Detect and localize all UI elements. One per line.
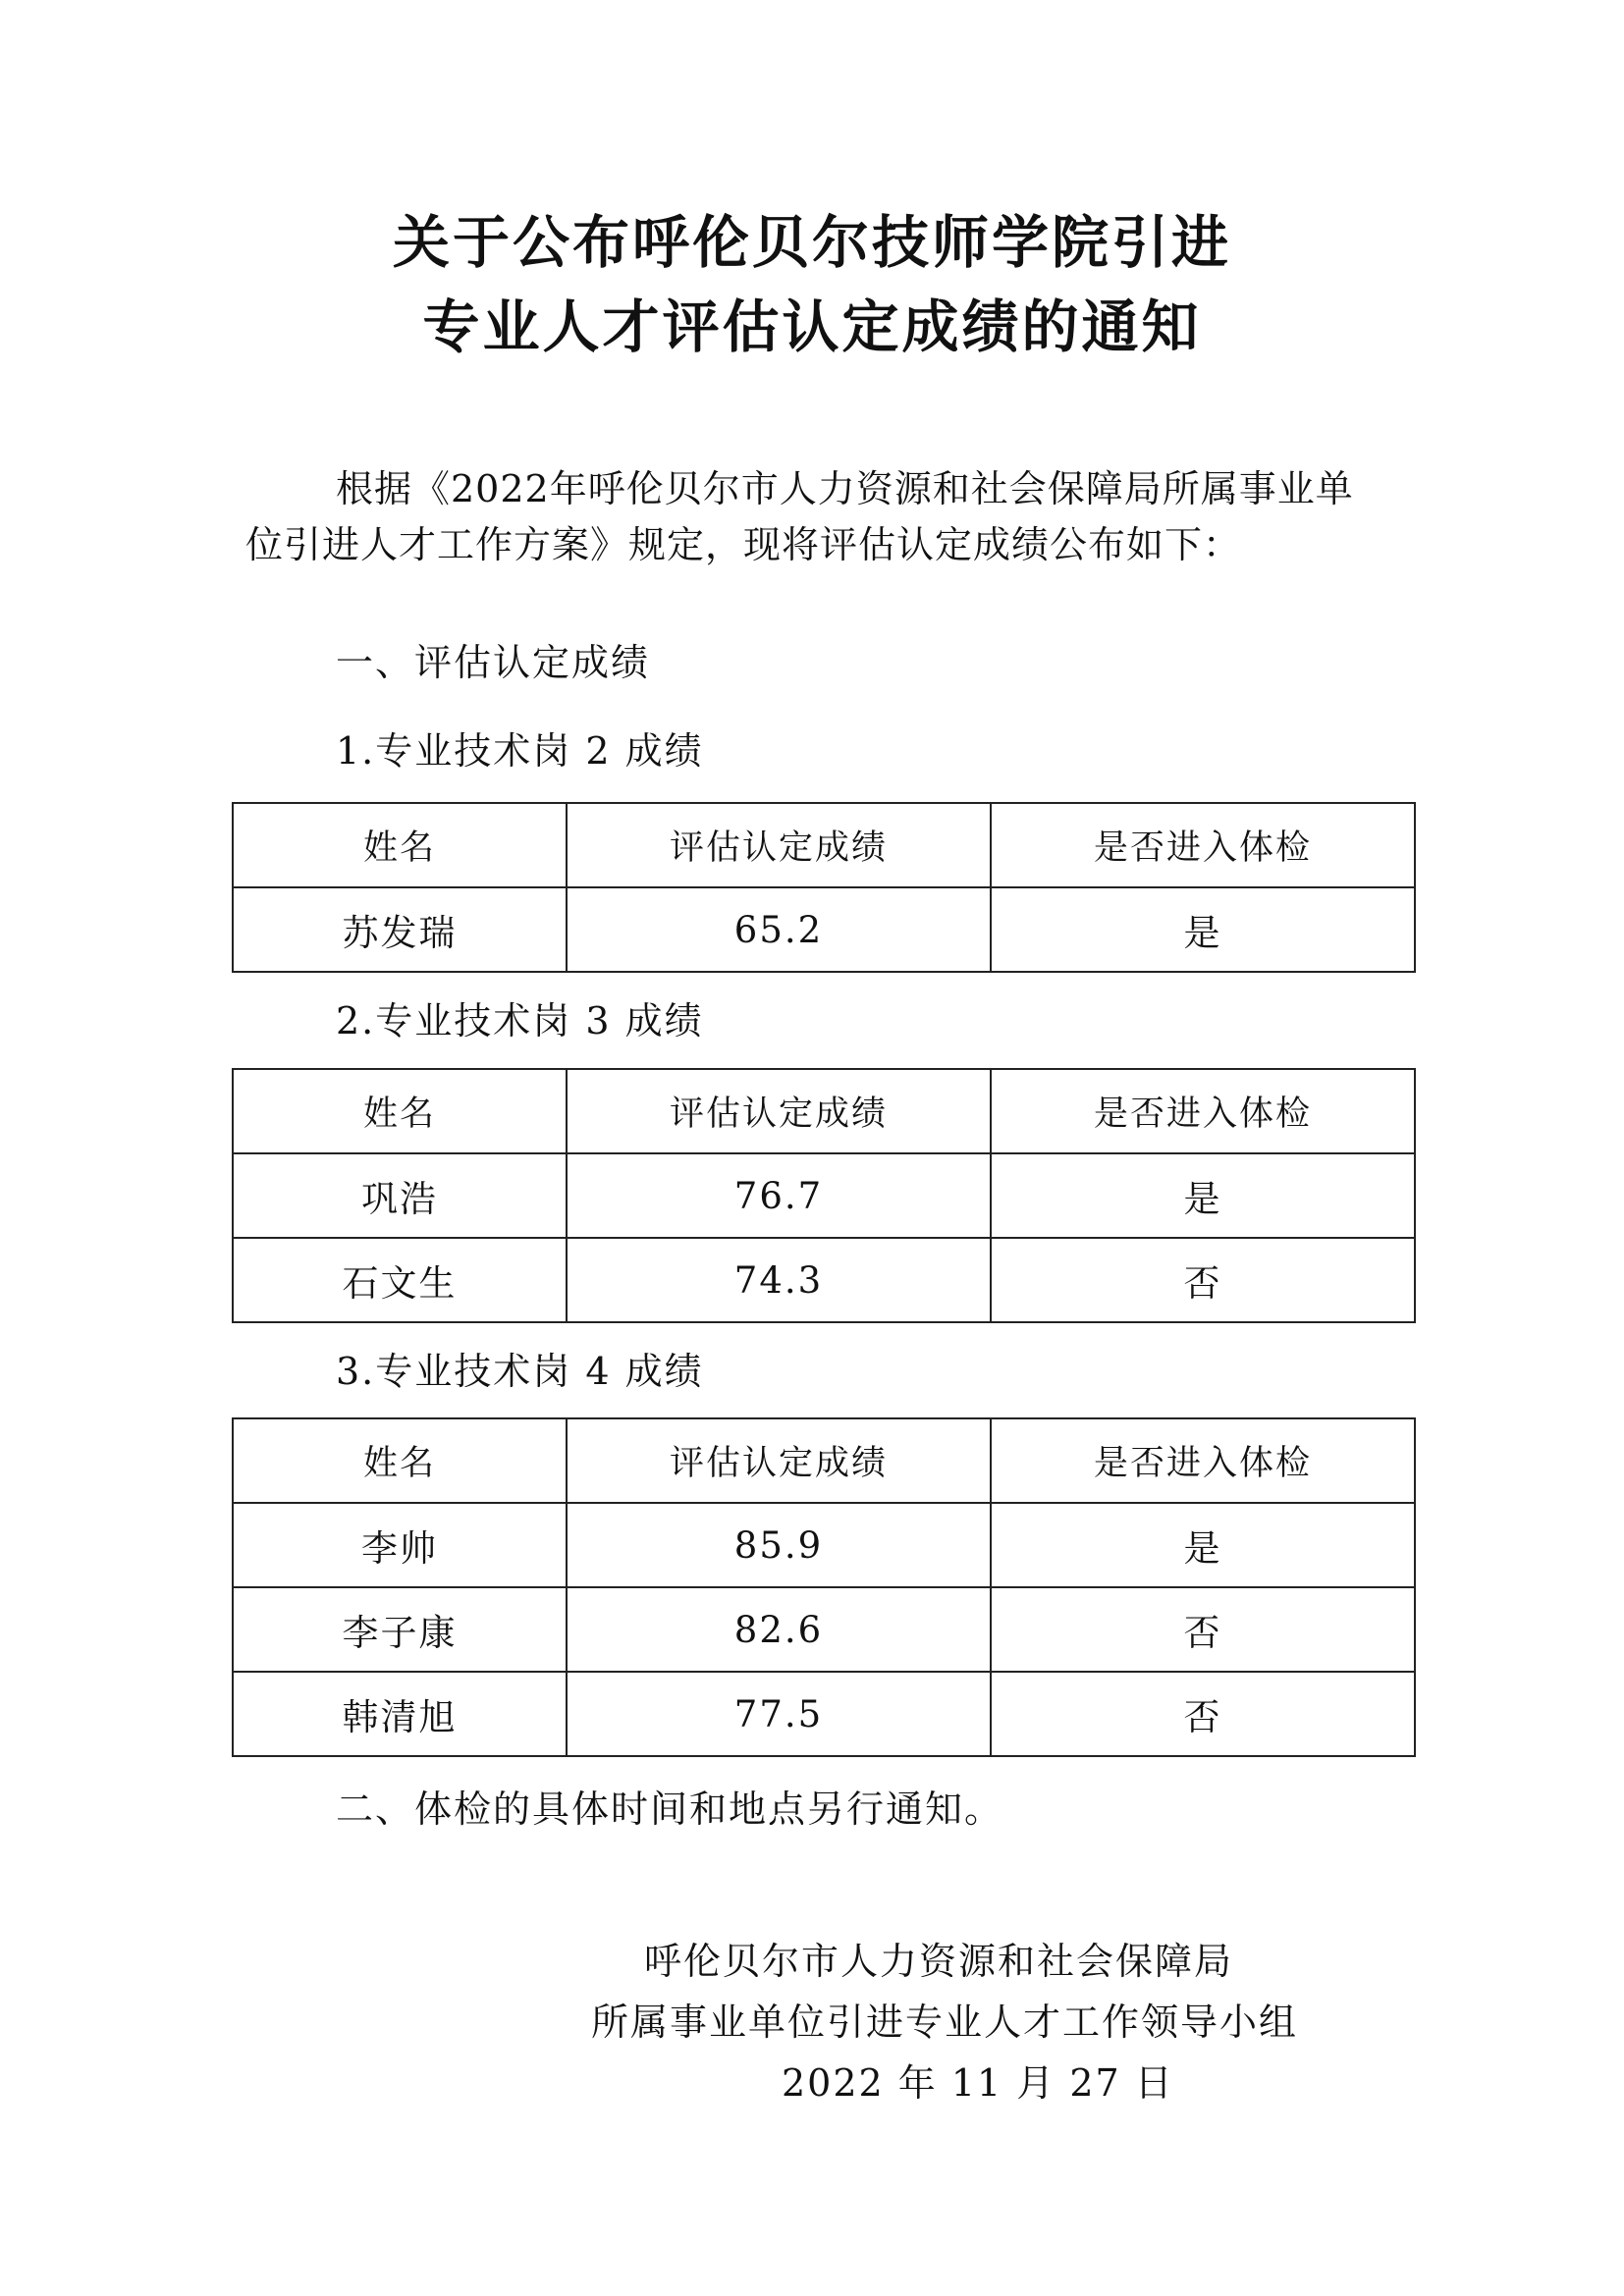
signature-date: 2022 年 11 月 27 日: [782, 2061, 1174, 2105]
signature-org-line2: 所属事业单位引进专业人才工作领导小组: [591, 2001, 1299, 2044]
cell-exam: 是: [991, 1503, 1415, 1587]
group-2-heading: 2.专业技术岗 3 成绩: [336, 999, 704, 1042]
cell-score: 65.2: [567, 887, 991, 972]
cell-score: 82.6: [567, 1587, 991, 1672]
cell-name: 李帅: [233, 1503, 567, 1587]
table-header-row: [233, 1418, 1415, 1503]
cell-name: 李子康: [233, 1587, 567, 1672]
header-score: 评估认定成绩: [567, 803, 991, 887]
table-row: [233, 1672, 1415, 1756]
header-exam: 是否进入体检: [991, 1069, 1415, 1153]
cell-name: 石文生: [233, 1238, 567, 1322]
cell-name: 苏发瑞: [233, 887, 567, 972]
cell-exam: 是: [991, 1153, 1415, 1238]
signature-org-line1: 呼伦贝尔市人力资源和社会保障局: [644, 1940, 1234, 1983]
cell-score: 76.7: [567, 1153, 991, 1238]
section-2-heading: 二、体检的具体时间和地点另行通知。: [336, 1788, 1004, 1831]
cell-exam: 否: [991, 1587, 1415, 1672]
cell-exam: 否: [991, 1672, 1415, 1756]
section-1-heading: 一、评估认定成绩: [336, 641, 651, 684]
cell-name: 巩浩: [233, 1153, 567, 1238]
score-table-2: [232, 1068, 1416, 1323]
header-name: 姓名: [233, 1418, 567, 1503]
group-1-heading: 1.专业技术岗 2 成绩: [336, 729, 704, 773]
header-score: 评估认定成绩: [567, 1069, 991, 1153]
intro-paragraph: 根据《2022年呼伦贝尔市人力资源和社会保障局所属事业单位引进人才工作方案》规定，现将评估认定成绩公布如下：: [245, 467, 1354, 566]
table-header-row: [233, 803, 1415, 887]
cell-score: 77.5: [567, 1672, 991, 1756]
header-exam: 是否进入体检: [991, 803, 1415, 887]
header-name: 姓名: [233, 803, 567, 887]
table-row: [233, 887, 1415, 972]
cell-score: 85.9: [567, 1503, 991, 1587]
table-row: [233, 1153, 1415, 1238]
table-row: [233, 1238, 1415, 1322]
cell-name: 韩清旭: [233, 1672, 567, 1756]
header-score: 评估认定成绩: [567, 1418, 991, 1503]
cell-exam: 否: [991, 1238, 1415, 1322]
table-row: [233, 1587, 1415, 1672]
cell-score: 74.3: [567, 1238, 991, 1322]
header-name: 姓名: [233, 1069, 567, 1153]
group-3-heading: 3.专业技术岗 4 成绩: [336, 1350, 704, 1393]
cell-exam: 是: [991, 887, 1415, 972]
header-exam: 是否进入体检: [991, 1418, 1415, 1503]
score-table-1: [232, 802, 1416, 973]
score-table-3: [232, 1417, 1416, 1757]
document-title-line2: 专业人才评估认定成绩的通知: [422, 294, 1202, 360]
document-title-line1: 关于公布呼伦贝尔技师学院引进: [392, 209, 1231, 276]
table-row: [233, 1503, 1415, 1587]
table-header-row: [233, 1069, 1415, 1153]
